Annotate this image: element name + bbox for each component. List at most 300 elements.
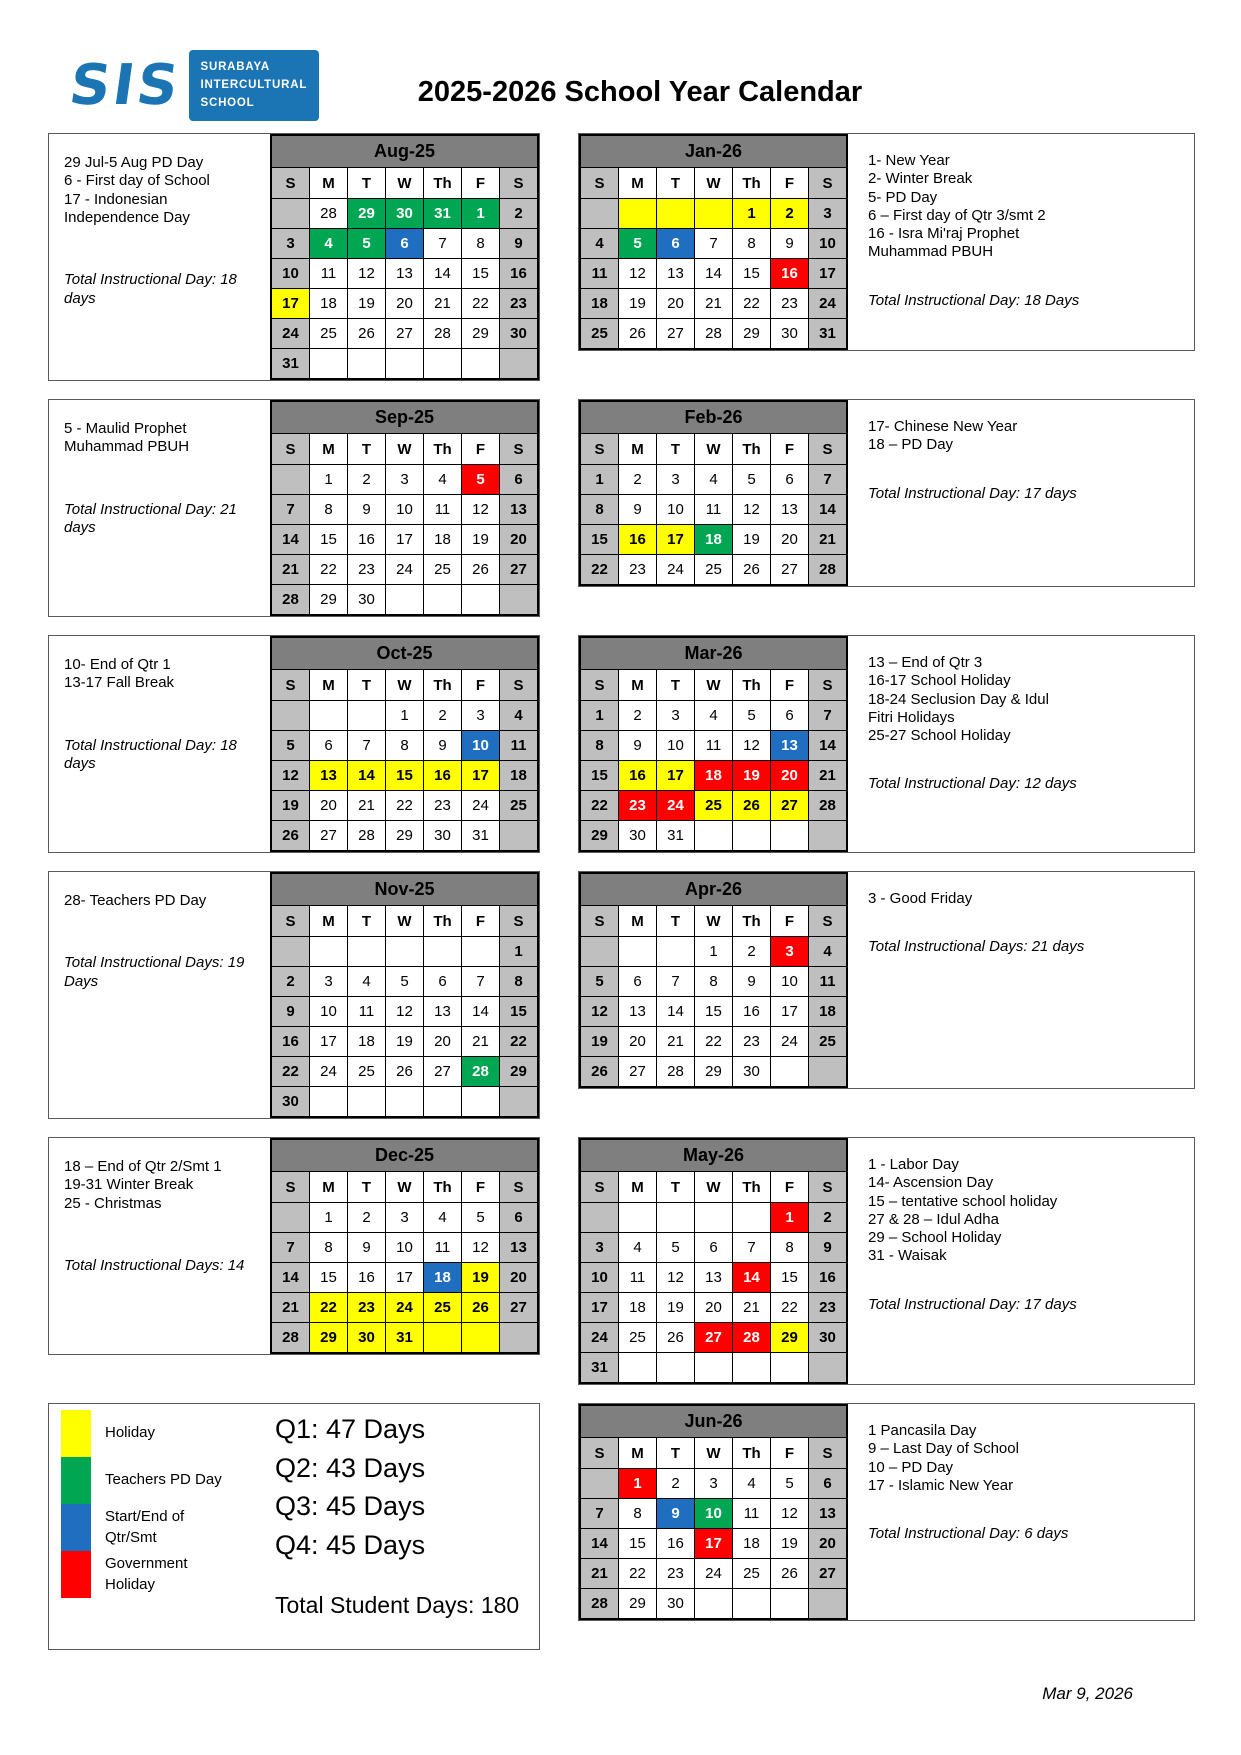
day-cell <box>580 1469 619 1499</box>
week-row <box>580 1263 847 1293</box>
day-cell: 27 <box>695 1323 733 1353</box>
month-title: Jun-26 <box>580 1405 847 1438</box>
week-row <box>271 937 538 967</box>
week-row <box>580 821 847 852</box>
day-cell: 12 <box>348 259 386 289</box>
month-title-row <box>271 637 538 670</box>
month-block-apr-26 <box>578 871 1195 1089</box>
day-cell: 9 <box>424 731 462 761</box>
weekday-header: W <box>386 168 424 199</box>
day-cell: 17 <box>580 1293 619 1323</box>
day-cell: 20 <box>657 289 695 319</box>
month-title-row <box>580 1139 847 1172</box>
calendar-grid <box>48 133 1195 1650</box>
month-notes-oct-25 <box>49 636 270 852</box>
day-cell: 7 <box>271 495 310 525</box>
note-line: Muhammad PBUH <box>64 438 190 456</box>
weekday-header: T <box>657 670 695 701</box>
weekday-header: Th <box>424 1172 462 1203</box>
day-cell: 1 <box>462 199 500 229</box>
day-cell: 13 <box>771 495 809 525</box>
weekday-header: F <box>771 434 809 465</box>
instructional-days-total: Total Instructional Day: 18 Days <box>868 291 1080 309</box>
day-cell <box>271 465 310 495</box>
weekday-header: W <box>695 906 733 937</box>
weekday-header-row <box>271 906 538 937</box>
day-cell: 21 <box>348 791 386 821</box>
day-cell: 29 <box>348 199 386 229</box>
legend-item <box>61 1551 222 1598</box>
day-cell: 6 <box>695 1233 733 1263</box>
day-cell: 4 <box>424 1203 462 1233</box>
weekday-header: S <box>500 434 539 465</box>
day-cell <box>462 937 500 967</box>
week-row <box>580 1057 847 1088</box>
weekday-header: F <box>771 906 809 937</box>
day-cell: 20 <box>771 525 809 555</box>
day-cell: 5 <box>462 1203 500 1233</box>
week-row <box>271 731 538 761</box>
weekday-header: W <box>695 1172 733 1203</box>
weekday-header: S <box>271 1172 310 1203</box>
day-cell: 28 <box>809 791 848 821</box>
day-cell: 11 <box>695 495 733 525</box>
day-cell: 22 <box>580 555 619 586</box>
week-row <box>580 465 847 495</box>
weekday-header-row <box>580 434 847 465</box>
day-cell <box>386 1087 424 1118</box>
week-row <box>271 791 538 821</box>
day-cell: 1 <box>500 937 539 967</box>
week-row <box>580 259 847 289</box>
legend-item <box>61 1410 222 1457</box>
revision-date: Mar 9, 2026 <box>1042 1684 1133 1703</box>
instructional-days-total: Total Instructional Day: 6 days <box>868 1525 1069 1543</box>
month-title: May-26 <box>580 1139 847 1172</box>
day-cell <box>424 1087 462 1118</box>
day-cell: 6 <box>809 1469 848 1499</box>
weekday-header: S <box>809 670 848 701</box>
day-cell: 31 <box>386 1323 424 1354</box>
week-row <box>580 1499 847 1529</box>
week-row <box>271 229 538 259</box>
month-notes-sep-25 <box>49 400 270 616</box>
week-row <box>271 701 538 731</box>
week-row <box>271 585 538 616</box>
week-row <box>580 937 847 967</box>
day-cell: 29 <box>462 319 500 349</box>
day-cell <box>809 1589 848 1620</box>
day-cell: 7 <box>462 967 500 997</box>
day-cell <box>500 349 539 380</box>
day-cell: 23 <box>348 555 386 585</box>
day-cell: 2 <box>619 465 657 495</box>
note-line: 9 – Last Day of School <box>868 1440 1019 1458</box>
quarter-count-line: Q4: 45 Days <box>275 1529 426 1560</box>
weekday-header-row <box>271 670 538 701</box>
weekday-header: S <box>271 670 310 701</box>
weekday-header: S <box>809 1438 848 1469</box>
day-cell: 24 <box>462 791 500 821</box>
day-cell: 9 <box>657 1499 695 1529</box>
day-cell: 15 <box>310 525 348 555</box>
day-cell <box>657 199 695 229</box>
day-cell: 15 <box>310 1263 348 1293</box>
day-cell <box>809 1057 848 1088</box>
day-cell <box>462 1087 500 1118</box>
day-cell: 25 <box>348 1057 386 1087</box>
month-title: Nov-25 <box>271 873 538 906</box>
day-cell: 4 <box>348 967 386 997</box>
weekday-header: S <box>271 906 310 937</box>
day-cell: 31 <box>657 821 695 852</box>
day-cell: 4 <box>733 1469 771 1499</box>
day-cell: 14 <box>424 259 462 289</box>
day-cell: 19 <box>271 791 310 821</box>
day-cell: 22 <box>271 1057 310 1087</box>
instructional-days-total: Total Instructional Day: 18 days <box>64 271 237 307</box>
day-cell: 21 <box>271 1293 310 1323</box>
day-cell: 20 <box>386 289 424 319</box>
day-cell: 15 <box>500 997 539 1027</box>
day-cell: 19 <box>348 289 386 319</box>
calendar-row <box>48 635 1195 853</box>
month-title: Mar-26 <box>580 637 847 670</box>
day-cell: 26 <box>733 791 771 821</box>
weekday-header: M <box>619 1438 657 1469</box>
day-cell: 17 <box>386 1263 424 1293</box>
week-row <box>271 1027 538 1057</box>
day-cell <box>733 1353 771 1384</box>
day-cell: 24 <box>310 1057 348 1087</box>
weekday-header: Th <box>424 670 462 701</box>
note-line: 10- End of Qtr 1 <box>64 656 171 673</box>
day-cell <box>310 701 348 731</box>
day-cell: 2 <box>271 967 310 997</box>
note-line: 19-31 Winter Break <box>64 1176 194 1194</box>
day-cell: 10 <box>695 1499 733 1529</box>
day-cell: 30 <box>771 319 809 350</box>
day-cell: 21 <box>809 761 848 791</box>
day-cell: 23 <box>771 289 809 319</box>
week-row <box>580 555 847 586</box>
day-cell: 16 <box>619 761 657 791</box>
day-cell: 6 <box>771 701 809 731</box>
note-line: 29 Jul-5 Aug PD Day <box>64 154 204 171</box>
weekday-header-row <box>271 168 538 199</box>
day-cell: 23 <box>733 1027 771 1057</box>
day-cell: 3 <box>657 701 695 731</box>
day-cell: 23 <box>619 791 657 821</box>
day-cell: 29 <box>580 821 619 852</box>
month-title: Apr-26 <box>580 873 847 906</box>
day-cell: 6 <box>310 731 348 761</box>
day-cell: 21 <box>809 525 848 555</box>
legend-block <box>48 1403 540 1650</box>
legend-label-line: Qtr/Smt <box>105 1528 157 1546</box>
month-title-row <box>580 135 847 168</box>
week-row <box>580 495 847 525</box>
legend-item <box>61 1504 222 1551</box>
month-notes-aug-25 <box>49 134 270 380</box>
day-cell <box>695 821 733 852</box>
day-cell: 29 <box>310 1323 348 1354</box>
month-table-sep-25 <box>270 400 539 616</box>
day-cell: 14 <box>348 761 386 791</box>
month-block-sep-25 <box>48 399 540 617</box>
day-cell: 10 <box>809 229 848 259</box>
day-cell: 24 <box>695 1559 733 1589</box>
day-cell: 3 <box>386 1203 424 1233</box>
day-cell: 27 <box>424 1057 462 1087</box>
day-cell <box>348 937 386 967</box>
day-cell: 14 <box>695 259 733 289</box>
day-cell <box>809 821 848 852</box>
day-cell: 3 <box>580 1233 619 1263</box>
instructional-days-total: Total Instructional Day: 21 days <box>64 500 237 537</box>
day-cell <box>348 349 386 380</box>
week-row <box>271 761 538 791</box>
day-cell: 16 <box>348 525 386 555</box>
day-cell: 7 <box>733 1233 771 1263</box>
day-cell <box>271 937 310 967</box>
day-cell: 18 <box>310 289 348 319</box>
day-cell <box>695 1353 733 1384</box>
day-cell: 1 <box>619 1469 657 1499</box>
weekday-header: S <box>809 1172 848 1203</box>
day-cell: 29 <box>733 319 771 350</box>
note-line: 15 – tentative school holiday <box>868 1192 1058 1210</box>
day-cell: 7 <box>809 701 848 731</box>
weekday-header: S <box>580 434 619 465</box>
day-cell: 22 <box>695 1027 733 1057</box>
weekday-header: F <box>771 168 809 199</box>
day-cell: 13 <box>500 1233 539 1263</box>
day-cell: 19 <box>386 1027 424 1057</box>
day-cell: 2 <box>657 1469 695 1499</box>
weekday-header: S <box>500 670 539 701</box>
day-cell: 15 <box>771 1263 809 1293</box>
day-cell: 16 <box>771 259 809 289</box>
day-cell: 16 <box>424 761 462 791</box>
day-cell: 28 <box>657 1057 695 1088</box>
note-line: 1- New Year <box>868 152 950 169</box>
month-table-jun-26 <box>579 1404 848 1620</box>
legend-label-line: Start/End of <box>105 1508 185 1526</box>
quarter-day-counts <box>275 1410 425 1564</box>
day-cell: 15 <box>580 761 619 791</box>
weekday-header-row <box>580 670 847 701</box>
instructional-days-total: Total Instructional Days: 14 <box>64 1256 245 1274</box>
day-cell: 2 <box>733 937 771 967</box>
weekday-header: M <box>619 434 657 465</box>
weekday-header: S <box>500 906 539 937</box>
weekday-header: S <box>809 906 848 937</box>
weekday-header: F <box>462 670 500 701</box>
day-cell: 15 <box>386 761 424 791</box>
week-row <box>580 997 847 1027</box>
day-cell <box>462 349 500 380</box>
day-cell: 2 <box>348 465 386 495</box>
day-cell: 14 <box>657 997 695 1027</box>
week-row <box>580 1529 847 1559</box>
day-cell: 10 <box>657 731 695 761</box>
day-cell: 18 <box>424 525 462 555</box>
day-cell <box>424 585 462 616</box>
day-cell: 15 <box>619 1529 657 1559</box>
week-row <box>271 997 538 1027</box>
day-cell: 18 <box>424 1263 462 1293</box>
day-cell: 23 <box>657 1559 695 1589</box>
day-cell <box>733 1589 771 1620</box>
weekday-header: S <box>809 434 848 465</box>
quarter-count-line: Q3: 45 Days <box>275 1491 426 1522</box>
weekday-header: F <box>462 168 500 199</box>
day-cell: 21 <box>657 1027 695 1057</box>
month-table-apr-26 <box>579 872 848 1088</box>
week-row <box>271 465 538 495</box>
month-title-row <box>271 873 538 906</box>
note-line: 28- Teachers PD Day <box>64 892 207 909</box>
day-cell <box>310 937 348 967</box>
day-cell: 16 <box>271 1027 310 1057</box>
day-cell: 8 <box>580 731 619 761</box>
instructional-days-total: Total Instructional Day: 17 days <box>868 1295 1077 1313</box>
day-cell: 8 <box>771 1233 809 1263</box>
day-cell: 6 <box>386 229 424 259</box>
day-cell: 3 <box>771 937 809 967</box>
week-row <box>271 1057 538 1087</box>
sis-logo-icon: SIS <box>65 52 186 118</box>
day-cell: 10 <box>771 967 809 997</box>
day-cell: 13 <box>386 259 424 289</box>
weekday-header: T <box>657 1172 695 1203</box>
instructional-days-total: Total Instructional Day: 18 days <box>64 736 237 773</box>
day-cell: 22 <box>310 555 348 585</box>
legend-label-line: Teachers PD Day <box>105 1471 222 1489</box>
instructional-days-total: Total Instructional Day: 12 days <box>868 775 1077 793</box>
day-cell: 17 <box>695 1529 733 1559</box>
month-title: Oct-25 <box>271 637 538 670</box>
day-cell: 12 <box>771 1499 809 1529</box>
day-cell: 1 <box>580 701 619 731</box>
day-cell: 4 <box>310 229 348 259</box>
day-cell: 11 <box>500 731 539 761</box>
day-cell: 5 <box>386 967 424 997</box>
day-cell: 28 <box>733 1323 771 1353</box>
day-cell <box>386 349 424 380</box>
day-cell <box>733 821 771 852</box>
note-line: 25-27 School Holiday <box>868 727 1011 745</box>
day-cell: 19 <box>771 1529 809 1559</box>
day-cell: 4 <box>695 465 733 495</box>
week-row <box>580 731 847 761</box>
day-cell: 6 <box>500 1203 539 1233</box>
day-cell: 7 <box>424 229 462 259</box>
month-title-row <box>271 1139 538 1172</box>
week-row <box>580 791 847 821</box>
day-cell: 6 <box>619 967 657 997</box>
day-cell: 10 <box>271 259 310 289</box>
note-line: 5- PD Day <box>868 188 938 206</box>
school-name-line: INTERCULTURAL <box>200 78 308 91</box>
note-line: 14- Ascension Day <box>868 1174 994 1192</box>
day-cell <box>424 937 462 967</box>
day-cell <box>580 1203 619 1233</box>
day-cell: 20 <box>695 1293 733 1323</box>
day-cell: 4 <box>619 1233 657 1263</box>
day-cell: 26 <box>771 1559 809 1589</box>
weekday-header-row <box>580 168 847 199</box>
weekday-header: S <box>500 1172 539 1203</box>
day-cell: 22 <box>771 1293 809 1323</box>
day-cell: 29 <box>386 821 424 852</box>
note-line: 27 & 28 – Idul Adha <box>868 1210 999 1228</box>
day-cell: 11 <box>733 1499 771 1529</box>
day-cell: 16 <box>809 1263 848 1293</box>
day-cell <box>657 937 695 967</box>
day-cell: 12 <box>386 997 424 1027</box>
day-cell <box>500 1323 539 1354</box>
weekday-header: S <box>271 168 310 199</box>
day-cell: 21 <box>271 555 310 585</box>
legend-label <box>91 1507 184 1548</box>
week-row <box>271 1263 538 1293</box>
week-row <box>271 199 538 229</box>
week-row <box>271 349 538 380</box>
day-cell: 27 <box>500 555 539 585</box>
note-line: 6 - First day of School <box>64 172 210 190</box>
weekday-header: W <box>695 434 733 465</box>
weekday-header: T <box>348 906 386 937</box>
day-cell: 28 <box>462 1057 500 1087</box>
day-cell: 5 <box>580 967 619 997</box>
day-cell: 4 <box>809 937 848 967</box>
month-title-row <box>580 637 847 670</box>
day-cell: 22 <box>462 289 500 319</box>
day-cell <box>580 937 619 967</box>
day-cell <box>424 1323 462 1354</box>
day-cell: 5 <box>619 229 657 259</box>
month-notes-feb-26 <box>848 400 1194 586</box>
day-cell: 25 <box>619 1323 657 1353</box>
weekday-header: Th <box>424 906 462 937</box>
day-cell: 2 <box>771 199 809 229</box>
day-cell: 28 <box>424 319 462 349</box>
day-cell: 23 <box>619 555 657 586</box>
day-cell: 3 <box>657 465 695 495</box>
day-cell: 26 <box>619 319 657 350</box>
day-cell: 1 <box>733 199 771 229</box>
day-cell: 25 <box>424 1293 462 1323</box>
week-row <box>580 1233 847 1263</box>
day-cell: 30 <box>733 1057 771 1088</box>
day-cell: 19 <box>733 525 771 555</box>
day-cell: 14 <box>809 731 848 761</box>
day-cell <box>348 1087 386 1118</box>
day-cell <box>580 199 619 229</box>
day-cell: 14 <box>271 1263 310 1293</box>
legend-label <box>91 1470 222 1490</box>
day-cell <box>657 1353 695 1384</box>
day-cell: 17 <box>771 997 809 1027</box>
week-row <box>271 525 538 555</box>
week-row <box>271 495 538 525</box>
day-cell <box>500 821 539 852</box>
day-cell: 3 <box>695 1469 733 1499</box>
weekday-header: Th <box>424 434 462 465</box>
day-cell: 29 <box>500 1057 539 1087</box>
